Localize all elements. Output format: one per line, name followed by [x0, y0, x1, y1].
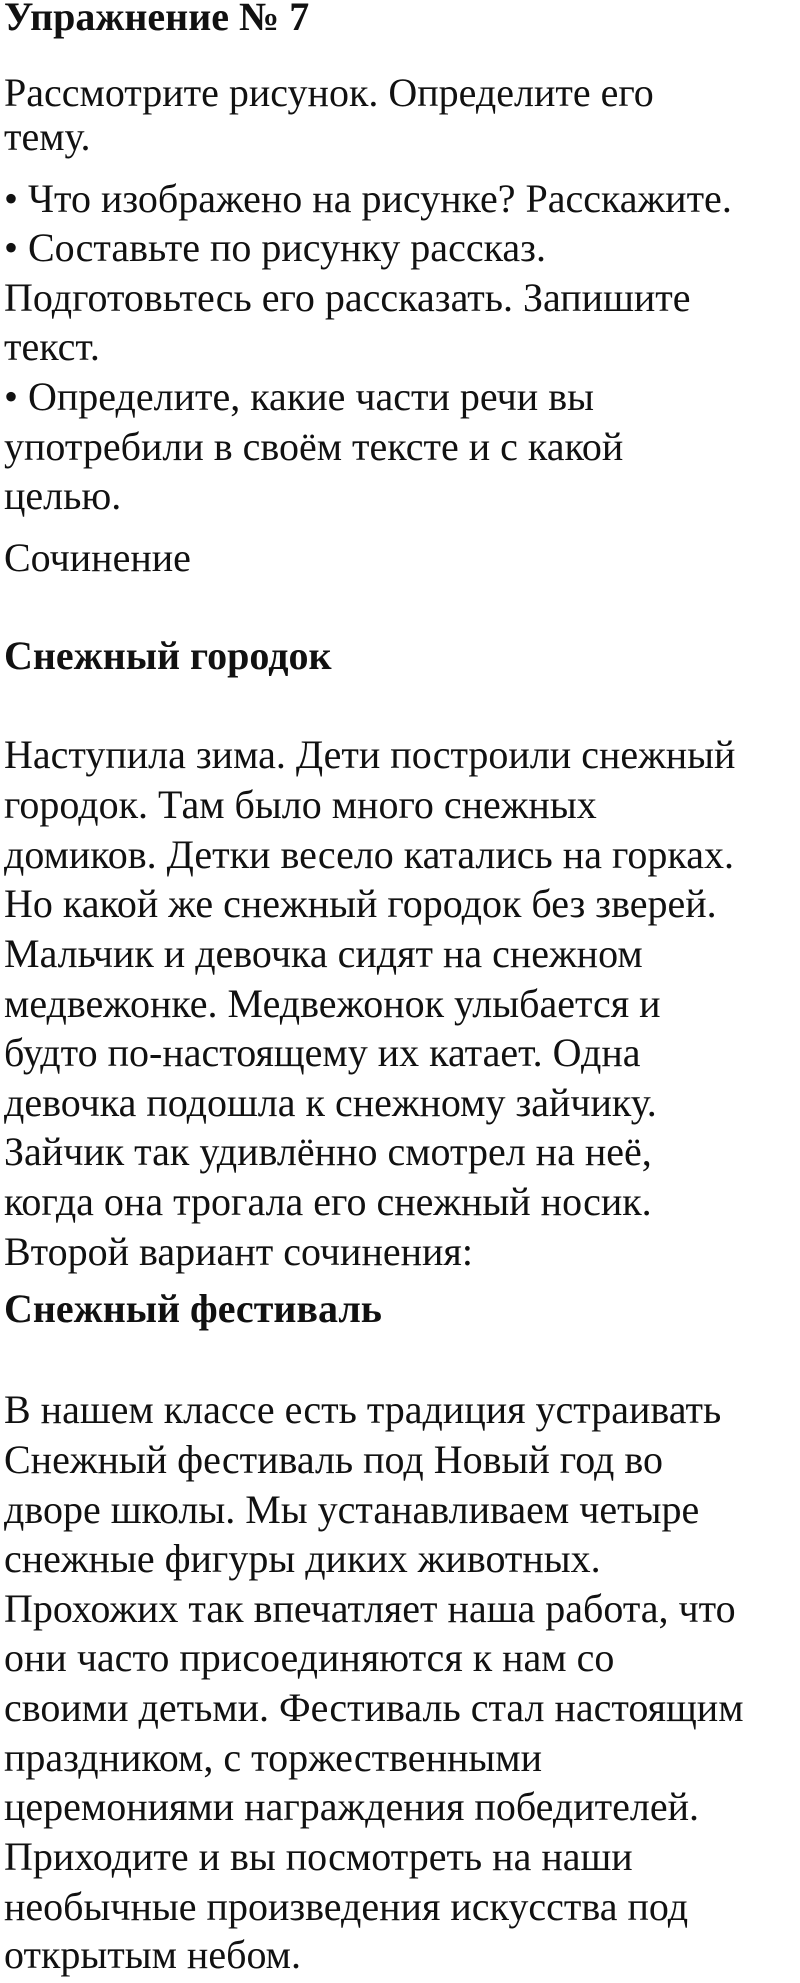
task-bullet-2-line-2: Подготовьтесь его рассказать. Запишите — [4, 275, 691, 320]
essay1-line-9: Зайчик так удивлённо смотрел на неё, — [4, 1129, 652, 1174]
section-label: Сочинение — [4, 535, 191, 580]
essay2-line-6: они часто присоединяются к нам со — [4, 1635, 615, 1680]
essay2-line-10: Приходите и вы посмотреть на наши — [4, 1834, 633, 1879]
task-bullet-3-line-3: целью. — [4, 473, 122, 518]
essay2-line-4: снежные фигуры диких животных. — [4, 1536, 601, 1581]
essay1-line-1: Наступила зима. Дети построили снежный — [4, 732, 736, 777]
essay2-line-8: праздником, с торжественными — [4, 1735, 542, 1780]
essay2-line-1: В нашем классе есть традиция устраивать — [4, 1387, 722, 1432]
essay1-line-8: девочка подошла к снежному зайчику. — [4, 1080, 657, 1125]
essay2-line-2: Снежный фестиваль под Новый год во — [4, 1437, 664, 1482]
variant-label: Второй вариант сочинения: — [4, 1229, 473, 1274]
essay1-line-4: Но какой же снежный городок без зверей. — [4, 881, 717, 926]
essay1-line-2: городок. Там было много снежных — [4, 782, 597, 827]
essay2-line-5: Прохожих так впечатляет наша работа, что — [4, 1586, 736, 1631]
essay2-title: Снежный фестиваль — [4, 1286, 382, 1331]
task-bullet-2-line-1: • Составьте по рисунку рассказ. — [4, 225, 546, 270]
essay2-line-12: открытым небом. — [4, 1932, 301, 1977]
task-bullet-2-line-3: текст. — [4, 324, 100, 369]
task-bullet-3-line-1: • Определите, какие части речи вы — [4, 374, 594, 419]
essay2-line-3: дворе школы. Мы устанавливаем четыре — [4, 1487, 700, 1532]
essay2-line-11: необычные произведения искусства под — [4, 1884, 689, 1929]
essay1-line-3: домиков. Детки весело катались на горках. — [4, 832, 734, 877]
essay1-line-5: Мальчик и девочка сидят на снежном — [4, 931, 643, 976]
essay2-line-7: своими детьми. Фестиваль стал настоящим — [4, 1685, 744, 1730]
essay1-line-7: будто по-настоящему их катает. Одна — [4, 1030, 641, 1075]
essay2-line-9: церемониями награждения победителей. — [4, 1784, 699, 1829]
task-bullet-1-line-1: • Что изображено на рисунке? Расскажите. — [4, 176, 732, 221]
task-bullet-3-line-2: употребили в своём тексте и с какой — [4, 424, 624, 469]
essay1-line-10: когда она трогала его снежный носик. — [4, 1179, 652, 1224]
task-intro-line-1: Рассмотрите рисунок. Определите его — [4, 70, 654, 115]
essay1-line-6: медвежонке. Медвежонок улыбается и — [4, 981, 661, 1026]
task-intro-line-2: тему. — [4, 114, 91, 159]
exercise-title: Упражнение № 7 — [4, 0, 310, 39]
essay1-title: Снежный городок — [4, 633, 332, 678]
